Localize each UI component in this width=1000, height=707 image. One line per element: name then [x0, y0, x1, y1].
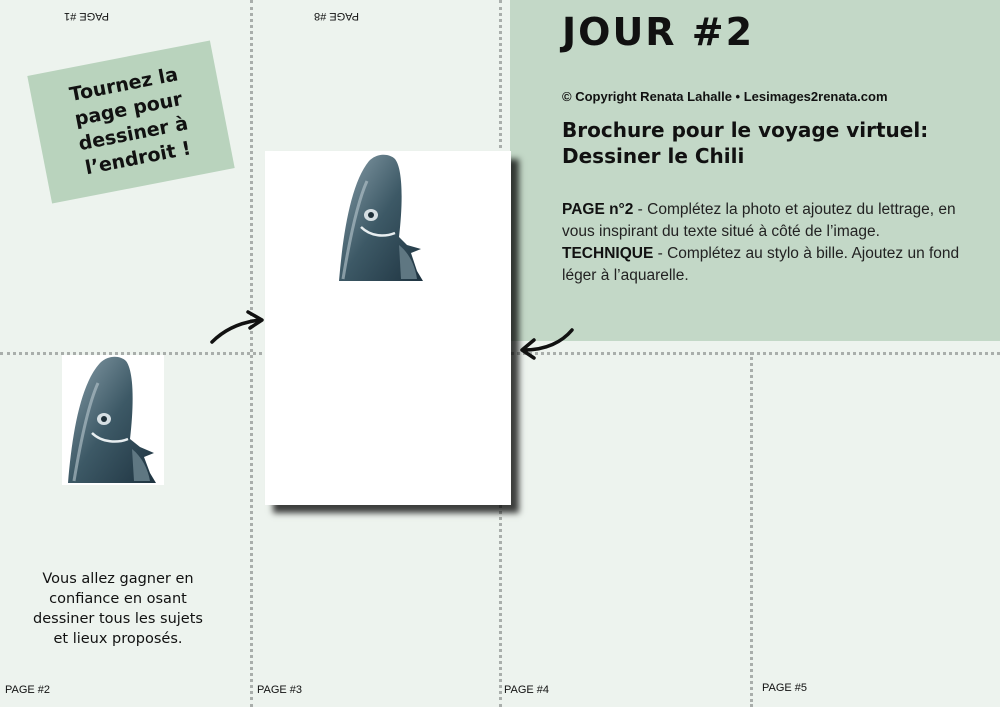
- drawing-sheet: [265, 151, 511, 505]
- instructions-text: [562, 199, 972, 287]
- technique-label: TECHNIQUE: [562, 245, 654, 262]
- brochure-heading-line-1: Brochure pour le voyage virtuel:: [562, 118, 929, 142]
- turn-page-note: [27, 40, 234, 203]
- page-instruction-text: - Complétez la photo et ajoutez du lettrage, en vous inspirant du texte situé à côté de l’image.: [562, 201, 956, 240]
- arrow-left-icon: [516, 326, 578, 360]
- page-label-8: PAGE #8: [314, 10, 360, 22]
- whale-illustration-page2: [62, 355, 164, 485]
- page-label-5: PAGE #5: [762, 682, 808, 694]
- page-label-2: PAGE #2: [5, 684, 51, 696]
- page-label-1: PAGE #1: [64, 10, 110, 22]
- page-label-3: PAGE #3: [257, 684, 303, 696]
- encouragement-text: Vous allez gagner en confiance en osant dessiner tous les sujets et lieux proposés.: [33, 571, 203, 647]
- day-title: JOUR #2: [562, 10, 755, 54]
- brochure-heading-line-2: Dessiner le Chili: [562, 144, 745, 168]
- copyright-line: © Copyright Renata Lahalle • Lesimages2renata.com: [562, 89, 888, 104]
- page-label-4: PAGE #4: [504, 684, 550, 696]
- whale-illustration-sheet: [333, 153, 427, 283]
- arrow-right-icon: [206, 306, 268, 348]
- brochure-heading: [562, 117, 928, 169]
- fold-line-vertical-3: [750, 352, 753, 707]
- technique-text: - Complétez au stylo à bille. Ajoutez un fond léger à l’aquarelle.: [562, 245, 960, 284]
- page-instruction-label: PAGE n°2: [562, 201, 634, 218]
- turn-page-note-text: Tournez la page pour dessiner à l’endroit !: [67, 63, 193, 180]
